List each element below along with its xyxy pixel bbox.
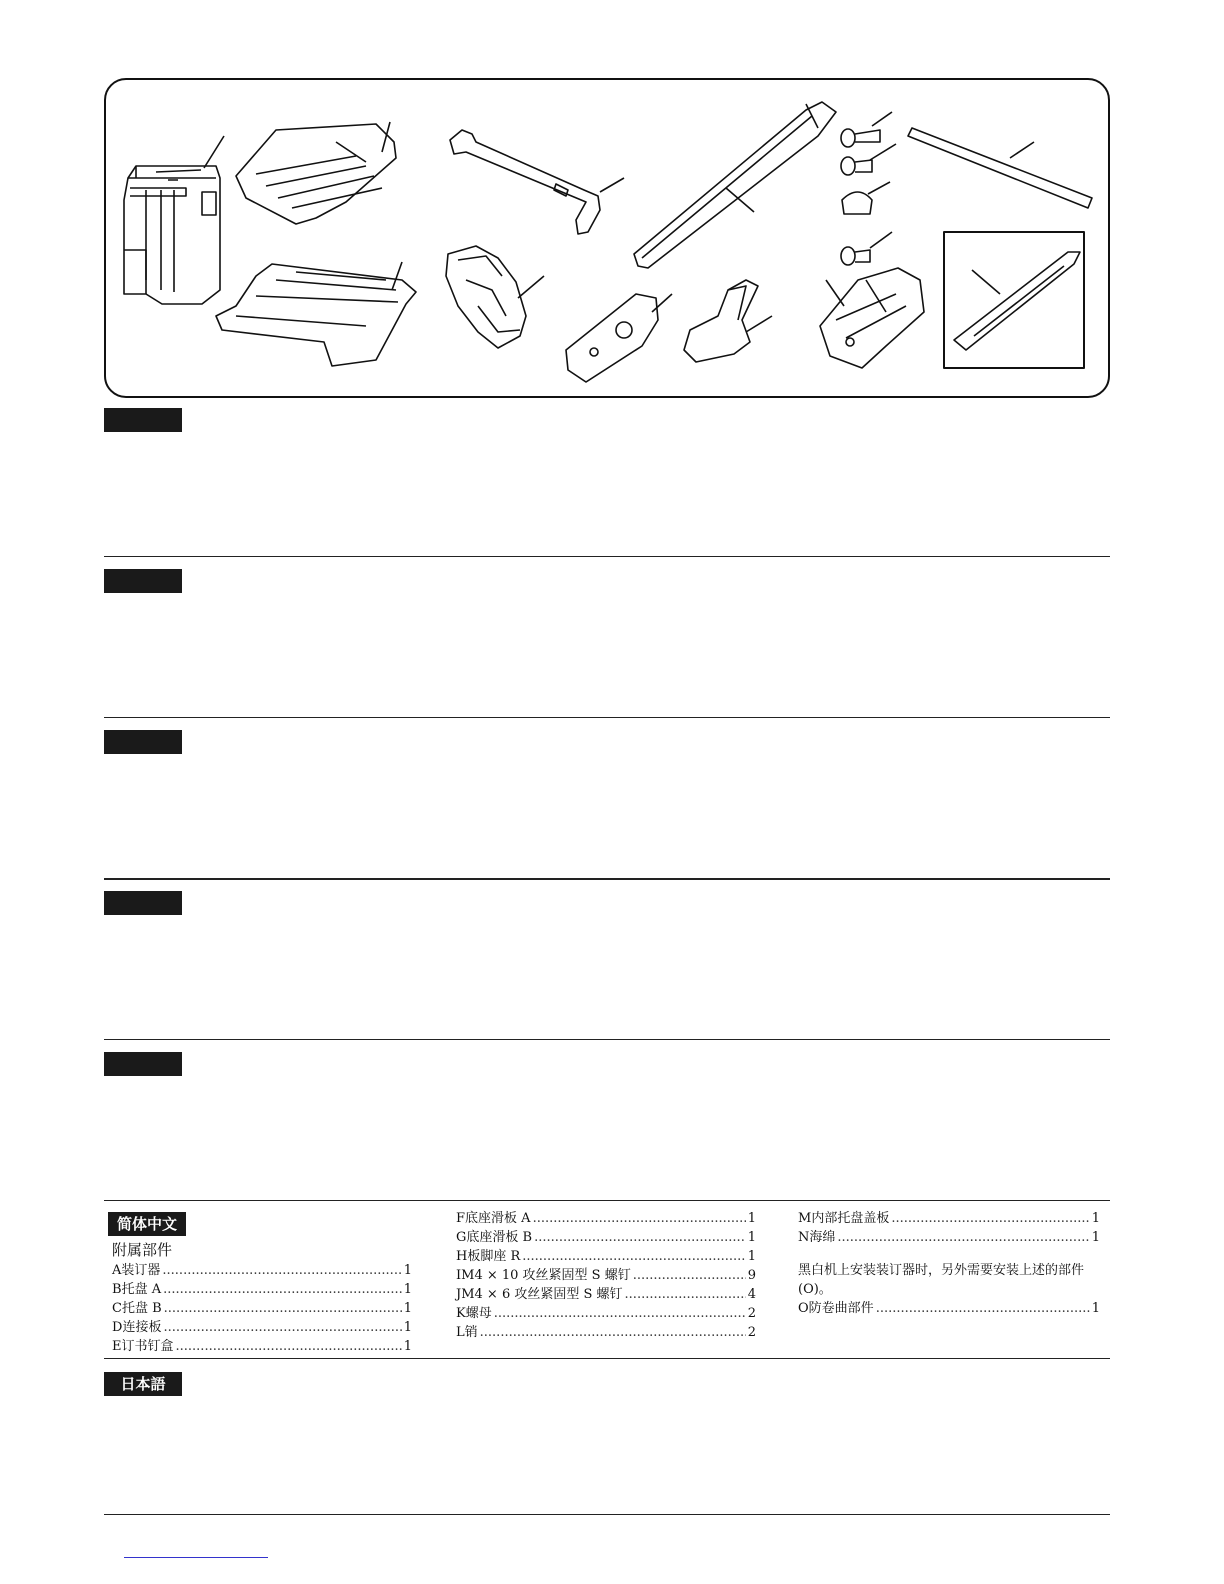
item-quantity: 1 (747, 1230, 756, 1245)
item-name: 托盘 B (121, 1301, 162, 1316)
item-quantity: 1 (403, 1339, 412, 1354)
pin-drawing (841, 247, 870, 265)
item-quantity: 2 (747, 1306, 756, 1321)
chinese-col-1 (112, 1240, 412, 1356)
item-letter: O (798, 1301, 809, 1316)
item-quantity: 1 (747, 1249, 756, 1264)
leader-n (1010, 142, 1034, 158)
screw-m4x10-drawing (841, 129, 880, 147)
parts-illustration-panel (104, 78, 1110, 398)
dot-leader (163, 1280, 402, 1299)
language-tab-4 (104, 891, 182, 915)
stapler-drawing (124, 166, 220, 304)
parts-list-item (112, 1261, 412, 1280)
item-quantity: 4 (747, 1287, 756, 1302)
item-letter: I (456, 1268, 462, 1283)
dot-leader (480, 1323, 746, 1342)
parts-list-item (112, 1337, 412, 1356)
item-quantity: 1 (1091, 1230, 1100, 1245)
dot-leader (164, 1299, 402, 1318)
dot-leader (891, 1209, 1089, 1228)
language-tab-chinese: 简体中文 (108, 1212, 186, 1236)
item-letter: J (456, 1287, 462, 1302)
parts-list-2 (456, 1209, 756, 1342)
dot-leader (876, 1299, 1090, 1318)
dot-leader (625, 1285, 746, 1304)
item-quantity: 1 (403, 1320, 412, 1335)
item-letter: F (456, 1211, 466, 1226)
dot-leader (522, 1247, 745, 1266)
item-name: 防卷曲部件 (808, 1301, 874, 1316)
parts-list-item (456, 1266, 756, 1285)
section-divider (104, 1200, 1110, 1201)
dot-leader (494, 1304, 746, 1323)
section-divider (104, 1039, 1110, 1040)
parts-list-item (456, 1304, 756, 1323)
leader-k (868, 182, 890, 194)
dot-leader (162, 1261, 401, 1280)
language-tab-1 (104, 408, 182, 432)
joint-plate-drawing (450, 130, 600, 234)
section-divider (104, 1514, 1110, 1515)
dot-leader (837, 1228, 1089, 1247)
item-quantity: 1 (747, 1211, 756, 1226)
monochrome-note: 黑白机上安装装订器时，另外需要安装上述的部件 (O)。 (798, 1263, 1085, 1297)
leader-e (518, 276, 544, 298)
parts-list-item (798, 1299, 1100, 1318)
parts-list-item (112, 1299, 412, 1318)
item-name: 内部托盘盖板 (811, 1211, 890, 1226)
language-tab-japanese: 日本語 (104, 1372, 182, 1396)
dot-leader (534, 1228, 746, 1247)
parts-list-item (456, 1247, 756, 1266)
item-name: M4 × 10 攻丝紧固型 S 螺钉 (461, 1268, 631, 1283)
section-divider (104, 717, 1110, 718)
item-letter: C (112, 1301, 122, 1316)
item-name: 底座滑板 B (466, 1230, 533, 1245)
item-letter: N (798, 1230, 810, 1245)
base-slider-b-drawing (566, 294, 658, 382)
parts-list-item (456, 1209, 756, 1228)
item-name: 连接板 (122, 1320, 162, 1335)
item-name: 订书钉盒 (121, 1339, 174, 1354)
section-divider (104, 878, 1110, 880)
dot-leader (533, 1209, 746, 1228)
parts-list-item (112, 1318, 412, 1337)
accessories-heading: 附属部件 (112, 1241, 173, 1259)
item-quantity: 1 (403, 1263, 412, 1278)
parts-drawing (106, 80, 1112, 400)
item-quantity: 1 (403, 1301, 412, 1316)
section-divider (104, 556, 1110, 557)
leader-h (746, 316, 772, 332)
item-letter: D (112, 1320, 123, 1335)
leader-i (872, 112, 892, 126)
item-quantity: 1 (403, 1282, 412, 1297)
chinese-col-3 (798, 1209, 1100, 1318)
parts-list-item (456, 1228, 756, 1247)
language-tab-2 (104, 569, 182, 593)
item-quantity: 2 (747, 1325, 756, 1340)
language-tab-5 (104, 1052, 182, 1076)
dot-leader (176, 1337, 402, 1356)
parts-list-item (112, 1280, 412, 1299)
item-name: 销 (464, 1325, 478, 1340)
item-quantity: 1 (1091, 1301, 1100, 1316)
item-name: 海绵 (809, 1230, 836, 1245)
parts-list-item (798, 1228, 1100, 1247)
leader-m (826, 280, 844, 306)
item-letter: A (112, 1263, 122, 1278)
screw-m4x6-drawing (841, 157, 872, 175)
tray-a-drawing (236, 124, 396, 224)
dot-leader (163, 1318, 401, 1337)
item-letter: M (798, 1211, 812, 1226)
staple-case-drawing (446, 246, 526, 348)
parts-list-item (456, 1323, 756, 1342)
footer-line (124, 1557, 268, 1558)
item-quantity: 9 (747, 1268, 756, 1283)
item-name: 托盘 A (121, 1282, 162, 1297)
leader-d (600, 178, 624, 192)
item-letter: K (456, 1306, 466, 1321)
leader-a (204, 136, 224, 168)
section-divider (104, 1358, 1110, 1359)
language-tab-3 (104, 730, 182, 754)
parts-list-3 (798, 1209, 1100, 1247)
parts-list-item (798, 1209, 1100, 1228)
sponge-drawing (908, 128, 1092, 208)
item-name: M4 × 6 攻丝紧固型 S 螺钉 (461, 1287, 623, 1302)
item-name: 装订器 (121, 1263, 161, 1278)
tray-b-drawing (216, 264, 416, 366)
nut-drawing (842, 192, 872, 214)
base-slider-a-drawing (634, 102, 836, 268)
leader-j (870, 144, 896, 160)
chinese-col-2 (456, 1209, 756, 1342)
dot-leader (633, 1266, 746, 1285)
item-letter: H (456, 1249, 468, 1264)
leader-l (870, 232, 892, 248)
parts-list-3b (798, 1299, 1100, 1318)
item-letter: L (456, 1325, 465, 1340)
item-name: 螺母 (465, 1306, 492, 1321)
item-name: 底座滑板 A (465, 1211, 531, 1226)
item-name: 板脚座 R (467, 1249, 521, 1264)
item-letter: E (112, 1339, 122, 1354)
plate-foot-r-drawing (684, 280, 758, 362)
item-letter: B (112, 1282, 122, 1297)
parts-list-item (456, 1285, 756, 1304)
item-quantity: 1 (1091, 1211, 1100, 1226)
parts-list-1 (112, 1261, 412, 1356)
inner-tray-cover-drawing (820, 268, 924, 368)
item-letter: G (456, 1230, 467, 1245)
